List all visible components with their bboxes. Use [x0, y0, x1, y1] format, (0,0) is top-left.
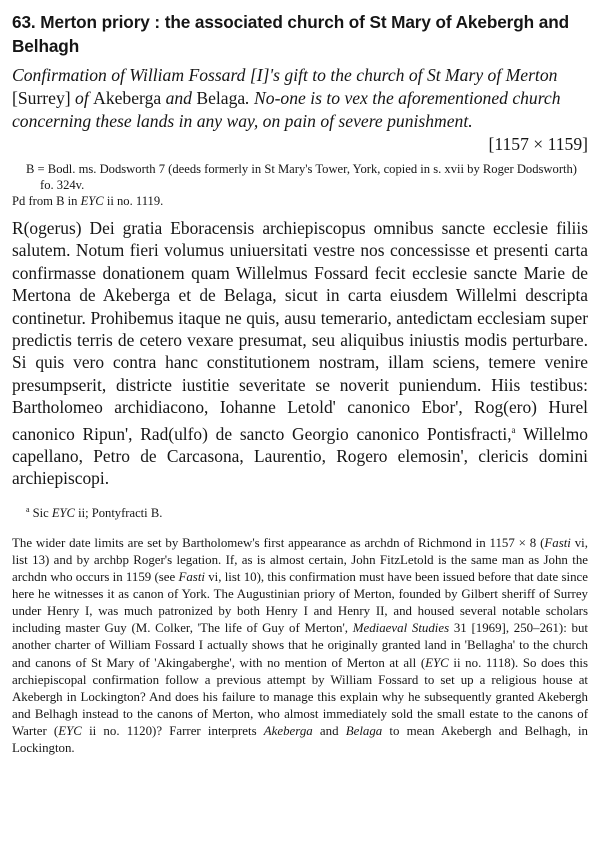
- summary-part-3: of: [70, 88, 94, 108]
- commentary-segment: 31 [1969], 250–261): but another charter of William Fossard I actually shows that he originally granted land in 'Bellagha' to the church and canons of St Mary of 'Akingaberghe', with no mention of Merton at all (: [12, 621, 588, 670]
- document-date: [1157 × 1159]: [488, 134, 588, 154]
- charter-text-end: Willelmo capellano, Petro de Carcasona, Laurentio, Rogero elemosin', clericis domini archiepiscopi.: [12, 423, 588, 489]
- summary-part-1: Confirmation of William Fossard [I]'s gift to the church of St Mary of Merton: [12, 65, 558, 85]
- footnote-suffix: ii; Pontyfracti B.: [74, 505, 163, 520]
- note-marker: a: [511, 424, 516, 435]
- pd-italic: EYC: [80, 194, 104, 208]
- footnote: [12, 502, 588, 521]
- commentary: [12, 535, 588, 757]
- document-heading: 63. Merton priory : the associated church of St Mary of Akebergh and Belhagh: [12, 12, 569, 56]
- commentary-segment: to mean Akebergh and Belhagh, in Lockington.: [12, 723, 589, 755]
- commentary-italic: Fasti: [178, 570, 205, 585]
- footnote-mark: a: [26, 504, 30, 514]
- charter-text: [12, 217, 588, 490]
- commentary-segment: ii no. 1118). So does this archiepiscopal confirmation follow a previous attempt by William Fossard to set up a religious house at Akebergh in Lockington? And does his failure to manage this explain why he subsequently granted Akebergh and Belhagh instead to the canons of Merton, who almost immediately sold the small estate to the canons of Warter (: [12, 655, 588, 738]
- printed-edition-note: [12, 193, 588, 209]
- commentary-italic: EYC: [58, 723, 82, 738]
- commentary-segment: vi, list 13) and by archbp Roger's legation. If, as is almost certain, John FitzLetold is the same man as John the archdn who occurs in 1159 (see: [12, 535, 588, 585]
- commentary-segment: The wider date limits are set by Bartholomew's first appearance as archdn of Richmond in 1157 × 8 (: [12, 535, 545, 550]
- commentary-italic: Mediaeval Studies: [352, 621, 450, 636]
- source-line: B = Bodl. ms. Dodsworth 7 (deeds formerly in St Mary's Tower, York, copied in s. xvii by Roger Dodsworth) fo. 324v.: [26, 162, 577, 192]
- pd-suffix: ii no. 1119.: [103, 194, 164, 208]
- pd-prefix: Pd from B in: [12, 194, 81, 208]
- commentary-segment: ii no. 1120)? Farrer interprets: [81, 723, 264, 738]
- source-note: [12, 161, 588, 193]
- commentary-italic: EYC: [425, 655, 449, 670]
- summary-part-4: Akeberga: [93, 88, 162, 108]
- commentary-italic: Akeberga: [263, 723, 313, 738]
- commentary-italic: Fasti: [544, 535, 571, 550]
- commentary-italic: Belaga: [345, 723, 383, 738]
- footnote-italic: EYC: [51, 505, 75, 520]
- summary-part-5: and: [161, 88, 197, 108]
- summary-part-2: [Surrey]: [12, 88, 71, 108]
- summary-part-7: . No-one is to vex the aforementioned church concerning these lands in any way, on pain of severe punishment.: [12, 88, 561, 131]
- summary-part-6: Belaga: [196, 88, 246, 108]
- charter-text-main: R(ogerus) Dei gratia Eboracensis archiepiscopus omnibus sancte ecclesie filiis salutem. Notum fieri volumus uniuersitati vestre nos concessisse et presenti carta confirmasse donationem quam Willelmus Fossard fecit ecclesie sancte Marie de Mertona de Akeberga et de Belaga, sicut in carta eiusdem Willelmi descripta continetur. Prohibemus itaque ne quis, ausu temerario, antedictam ecclesiam super predictis terris de cetero vexare presumat, seu aliquibus iniustis modis perturbare. Si quis vero contra hanc constitutionem nostram, illam sciens, temere venire presumpserit, districte iustitie severitate se noverit puniendum. Hiis testibus: Bartholomeo archidiacono, Iohanne Letold' canonico Ebor', Rog(ero) Hurel canonico Ripun', Rad(ulfo) de sancto Georgio canonico Pontisfracti,: [12, 218, 588, 444]
- commentary-segment: vi, list 10), this confirmation must have been issued before that date since here he witnesses it as canon of York. The Augustinian priory of Merton, founded by Gilbert sheriff of Surrey under Henry I, was much patronized by both Henry I and Henry II, and housed several notable scholars including master Guy (M. Colker, 'The life of Guy of Merton',: [12, 570, 588, 636]
- footnote-prefix: Sic: [32, 505, 52, 520]
- commentary-segment: and: [312, 723, 346, 738]
- document-summary: [12, 64, 588, 133]
